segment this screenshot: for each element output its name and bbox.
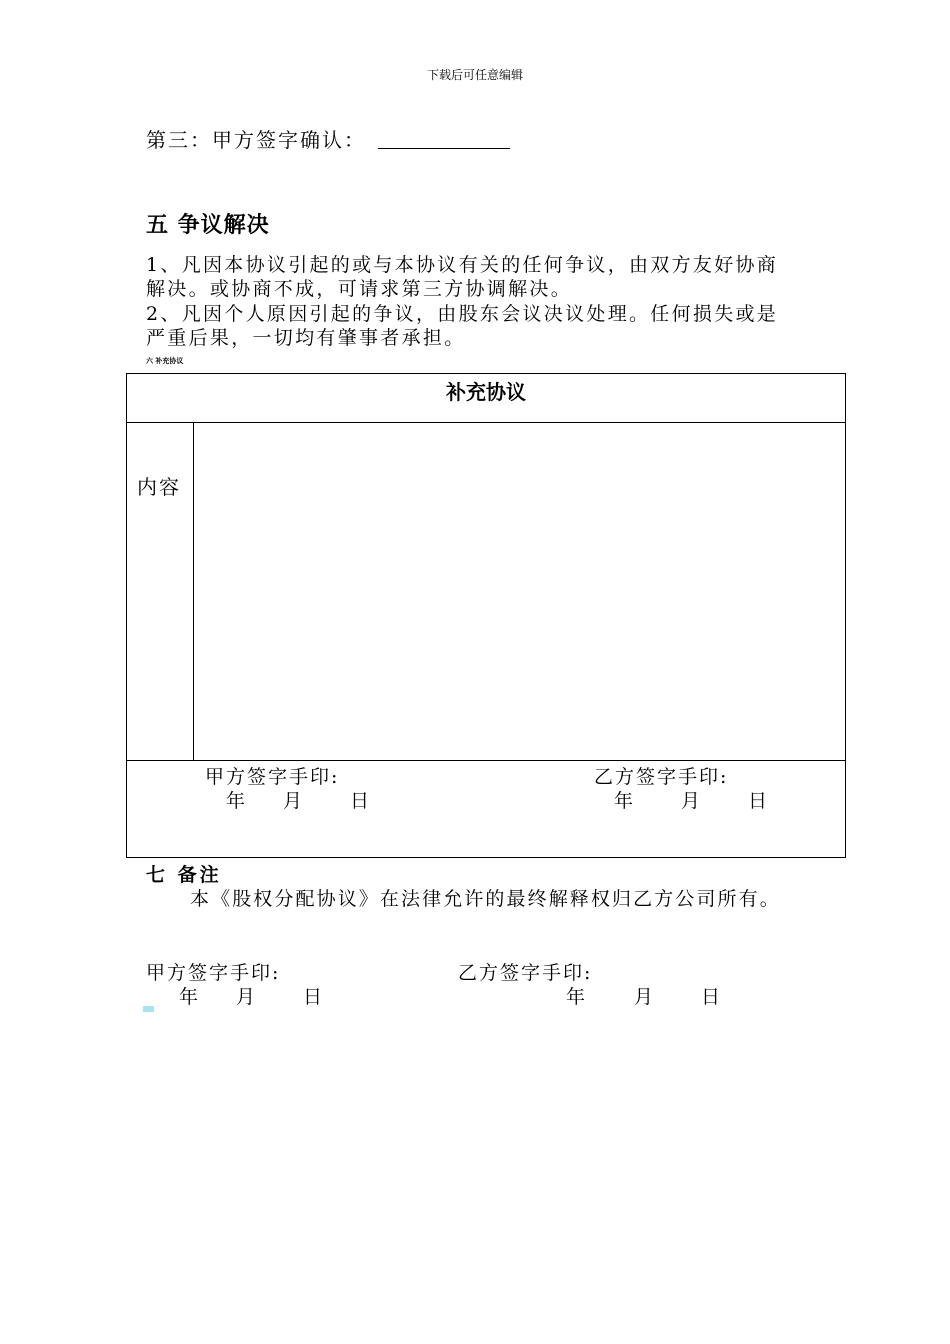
header-note: 下载后可任意编辑 (426, 68, 523, 82)
section7-title: 七 备注 (146, 864, 222, 886)
table-a-year: 年 (226, 790, 246, 812)
supplement-table-title: 补充协议 (446, 380, 526, 404)
bottom-b-day: 日 (701, 986, 721, 1008)
bottom-b-month: 月 (634, 986, 654, 1008)
bottom-a-month: 月 (236, 986, 256, 1008)
section6-title: 六 补充协议 (146, 357, 184, 365)
table-party-b-sign: 乙方签字手印: (594, 766, 729, 788)
table-b-day: 日 (748, 790, 768, 812)
third-party-confirm-label: 第三：甲方签字确认： (146, 128, 366, 152)
bottom-b-year: 年 (566, 986, 586, 1008)
bottom-a-day: 日 (303, 986, 323, 1008)
table-divider-bottom (126, 760, 846, 761)
content-area[interactable] (194, 423, 845, 760)
table-a-day: 日 (350, 790, 370, 812)
section5-title: 五 争议解决 (146, 213, 270, 238)
section5-clause1-line2: 解决。或协商不成，可请求第三方协调解决。 (146, 278, 573, 300)
table-a-month: 月 (283, 790, 303, 812)
section7-remark: 本《股权分配协议》在法律允许的最终解释权归乙方公司所有。 (190, 888, 781, 910)
text-cursor-highlight (143, 1006, 154, 1012)
third-party-confirm-line (146, 124, 510, 153)
section5-clause1-line1: 1、凡因本协议引起的或与本协议有关的任何争议，由双方友好协商 (146, 254, 779, 276)
bottom-party-b-sign: 乙方签字手印: (458, 962, 593, 984)
section5-clause2-line1: 2、凡因个人原因引起的争议，由股东会议决议处理。任何损失或是 (146, 303, 779, 325)
signature-blank (378, 128, 510, 149)
table-party-a-sign: 甲方签字手印: (205, 766, 340, 788)
table-b-year: 年 (614, 790, 634, 812)
bottom-a-year: 年 (179, 986, 199, 1008)
section5-clause2-line2: 严重后果，一切均有肇事者承担。 (146, 327, 466, 349)
table-b-month: 月 (681, 790, 701, 812)
bottom-party-a-sign: 甲方签字手印: (146, 962, 281, 984)
content-label: 内容 (137, 475, 181, 499)
